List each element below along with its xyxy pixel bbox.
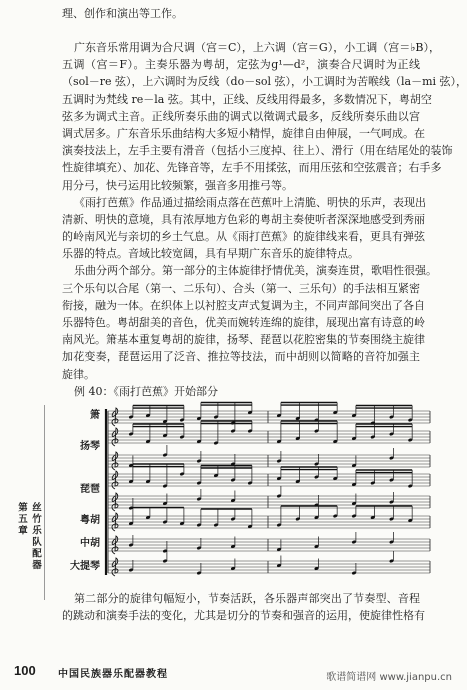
- book-title: 中国民族器乐配器教程: [58, 669, 168, 680]
- text-line: 用分弓，快弓运用比较频繁，强音多用推弓等。: [62, 178, 293, 192]
- text-line: 弦多为调式主音。正线所奏乐曲的调式以徵调式最多，反线所奏乐曲以宫: [62, 109, 420, 123]
- figure-caption: 例 40：《雨打芭蕉》开始部分: [74, 384, 218, 398]
- text-line: 三个乐句以合尾（第一、二乐句）、合头（第一、三乐句）的手法相互紧密: [62, 281, 420, 295]
- text-line: 乐曲分两个部分。第一部分的主体旋律抒情优美，演奏连贯，歌唱性很强。: [74, 264, 437, 278]
- text-line: 性旋律填充）、加花、先锋音等，左手不用揉弦，而用压弦和空弦震音；右手多: [62, 161, 442, 175]
- text-line: 五调时为梵线 re－la 弦。其中，正线、反线用得最多，多数情况下，粤胡空: [62, 92, 432, 106]
- text-line: 调式居多。广东音乐乐曲结构大多短小精悍，旋律自由伸展，一气呵成。在: [62, 126, 425, 140]
- staff: [108, 551, 430, 576]
- instrument-label: 中胡: [80, 538, 100, 549]
- text-line: 衔接，融为一体。在织体上以衬腔支声式复调为主，不同声部间突出了各自: [62, 298, 425, 312]
- text-line: 演奏技法上，左手主要有滑音（包括小三度掉、往上）、滑行（用在结尾处的装饰: [62, 144, 453, 158]
- instrument-label: 粤胡: [80, 515, 100, 526]
- instrument-label: 箫: [90, 410, 100, 421]
- text-line: 第二部分的旋律句幅短小，节奏活跃，各乐器声部突出了节奏型、音程: [74, 592, 420, 605]
- text-line: 乐器特色。粤胡甜美的音色，优美而婉转连绵的旋律，展现出富有诗意的岭: [62, 316, 425, 329]
- staff: [108, 464, 430, 489]
- sidebar-chapter-number: 第五章: [16, 502, 27, 537]
- text-line: 的跳动和演奏手法的变化，尤其是切分的节奏和强音的运用，使旋律性格有: [62, 609, 425, 623]
- watermark: 歌谱简谱网 www.jianpu.cn: [326, 672, 452, 683]
- margin-rule: [44, 405, 45, 600]
- page-number: 100: [14, 663, 36, 678]
- text-line: 南风光。箫基本重复粤胡的旋律，扬琴、琵琶以花腔密集的节奏围绕主旋律: [62, 333, 425, 347]
- text-line: 广东音乐常用调为合尺调（宫＝C），上六调（宫＝G），小工调（宫＝♭B），: [74, 41, 440, 54]
- body-text-top: [62, 39, 467, 400]
- sidebar-chapter-title: 丝竹乐队配器: [30, 502, 41, 571]
- text-line: 加花变奏，琵琶运用了泛音、推拉等技法，而中胡则以简略的音符加强主: [62, 350, 420, 364]
- staff: [108, 506, 430, 531]
- text-line: 五调（宫＝F）。主奏乐器为粤胡，定弦为g¹—d²，演奏合尺调时为正线: [62, 58, 420, 72]
- instrument-label: 琵琶: [80, 484, 100, 495]
- continuation-text: [62, 5, 420, 22]
- text-line: 《雨打芭蕉》作品通过描绘雨点落在芭蕉叶上清脆、明快的乐声，表现出: [74, 195, 426, 209]
- staff: [108, 421, 430, 446]
- text-line: 旋律。: [62, 367, 95, 381]
- text-line: 理、创作和演出等工作。: [62, 7, 183, 20]
- text-line: 清新、明快的意境，具有浓厚地方色彩的粤胡主奏使听者深深地感受到秀丽: [62, 212, 425, 226]
- body-text-bottom: [62, 590, 425, 624]
- instrument-label: 扬琴: [80, 441, 100, 452]
- staff: [108, 403, 430, 427]
- music-score-example-40: [60, 400, 440, 585]
- text-line: 乐器的特点。音域比较宽阔，具有早期广东音乐的旋律特点。: [62, 247, 359, 261]
- staff: [108, 532, 430, 554]
- text-line: 的岭南风光与亲切的乡土气息。从《雨打芭蕉》的旋律线来看，更具有弹弦: [62, 230, 425, 244]
- text-line: （sol－re 弦），上六调时为反线（do－sol 弦），小工调时为苦喉线（la－mi 弦），: [62, 75, 467, 89]
- instrument-label: 大提琴: [70, 561, 100, 572]
